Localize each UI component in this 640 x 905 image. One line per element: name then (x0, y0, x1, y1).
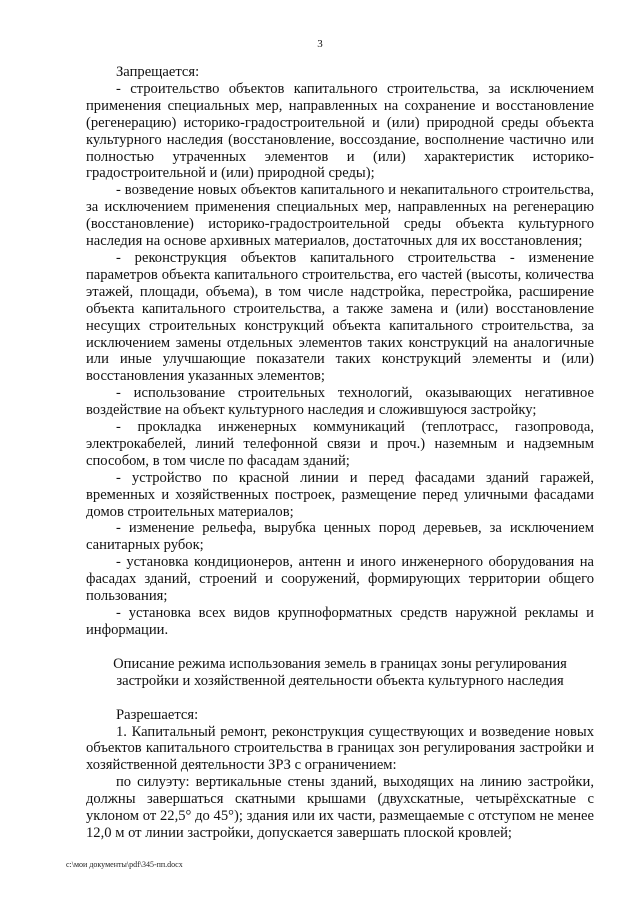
allowed-paragraph: по силуэту: вертикальные стены зданий, выходящих на линию застройки, должны завершаться скатными крышами (двухскатные, четырёхскатные с уклоном от 22,5° до 45°); здания или их части, размещаемые с отступом не менее 12,0 м от линии застройки, допускается завершать плоской кровлей; (86, 774, 594, 841)
prohibited-heading: Запрещается: (116, 64, 200, 80)
allowed-heading: Разрешается: (116, 706, 199, 723)
section-title: Описание режима использования земель в границах зоны регулирования застройки и хозяйственной деятельности объекта культурного наследия (113, 655, 567, 689)
prohibited-item: - прокладка инженерных коммуникаций (теплотрасс, газопровода, электрокабелей, линий телефонной связи и проч.) наземным и надземным способом, в том числе по фасадам зданий; (86, 419, 594, 469)
prohibited-item: - устройство по красной линии и перед фасадами зданий гаражей, временных и хозяйственных построек, размещение перед уличными фасадами домов строительных материалов; (86, 469, 594, 520)
prohibited-item: - изменение рельефа, вырубка ценных пород деревьев, за исключением санитарных рубок; (86, 520, 594, 554)
prohibited-item: - возведение новых объектов капитального и некапитального строительства, за исключением применения специальных мер, направленных на регенерацию (восстановление) историко-градостроительной среды объекта культурного наследия на основе архивных материалов, достаточных для их восстановления; (86, 182, 594, 250)
prohibited-item: - установка всех видов крупноформатных средств наружной рекламы и информации. (86, 605, 594, 638)
prohibited-item: - установка кондиционеров, антенн и иного инженерного оборудования на фасадах зданий, строений и сооружений, формирующих территории общего пользования; (86, 554, 594, 605)
spacer (86, 639, 594, 656)
document-body (86, 64, 594, 842)
allowed-paragraph: 1. Капитальный ремонт, реконструкция существующих и возведение новых объектов капитального строительства в границах зон регулирования застройки и хозяйственной деятельности ЗРЗ с ограничением: (86, 723, 594, 774)
page-number: 3 (317, 38, 323, 50)
spacer (86, 690, 594, 707)
prohibited-item: - использование строительных технологий, оказывающих негативное воздействие на объект культурного наследия и сложившуюся застройку; (86, 385, 594, 419)
prohibited-item: - строительство объектов капитального строительства, за исключением применения специальных мер, направленных на сохранение и восстановление (регенерацию) историко-градостроительной и (или) природной среды объекта культурного наследия (восстановление, воссоздание, восполнение частично или полностью утраченных элементов и (или) характеристик историко-градостроительной и (или) природной среды); (86, 80, 594, 182)
footer-file-path: c:\мои документы\pdf\345-пп.docx (66, 860, 183, 869)
prohibited-item: - реконструкция объектов капитального строительства - изменение параметров объекта капитального строительства, его частей (высоты, количества этажей, площади, объема), в том числе надстройка, перестройка, расширение объекта капитального строительства, а также замена и (или) восстановление несущих строительных конструкций объекта капитального строительства, за исключением замены отдельных элементов таких конструкций на аналогичные или иные улучшающие показатели таких конструкций элементы и (или) восстановления указанных элементов; (86, 249, 594, 385)
